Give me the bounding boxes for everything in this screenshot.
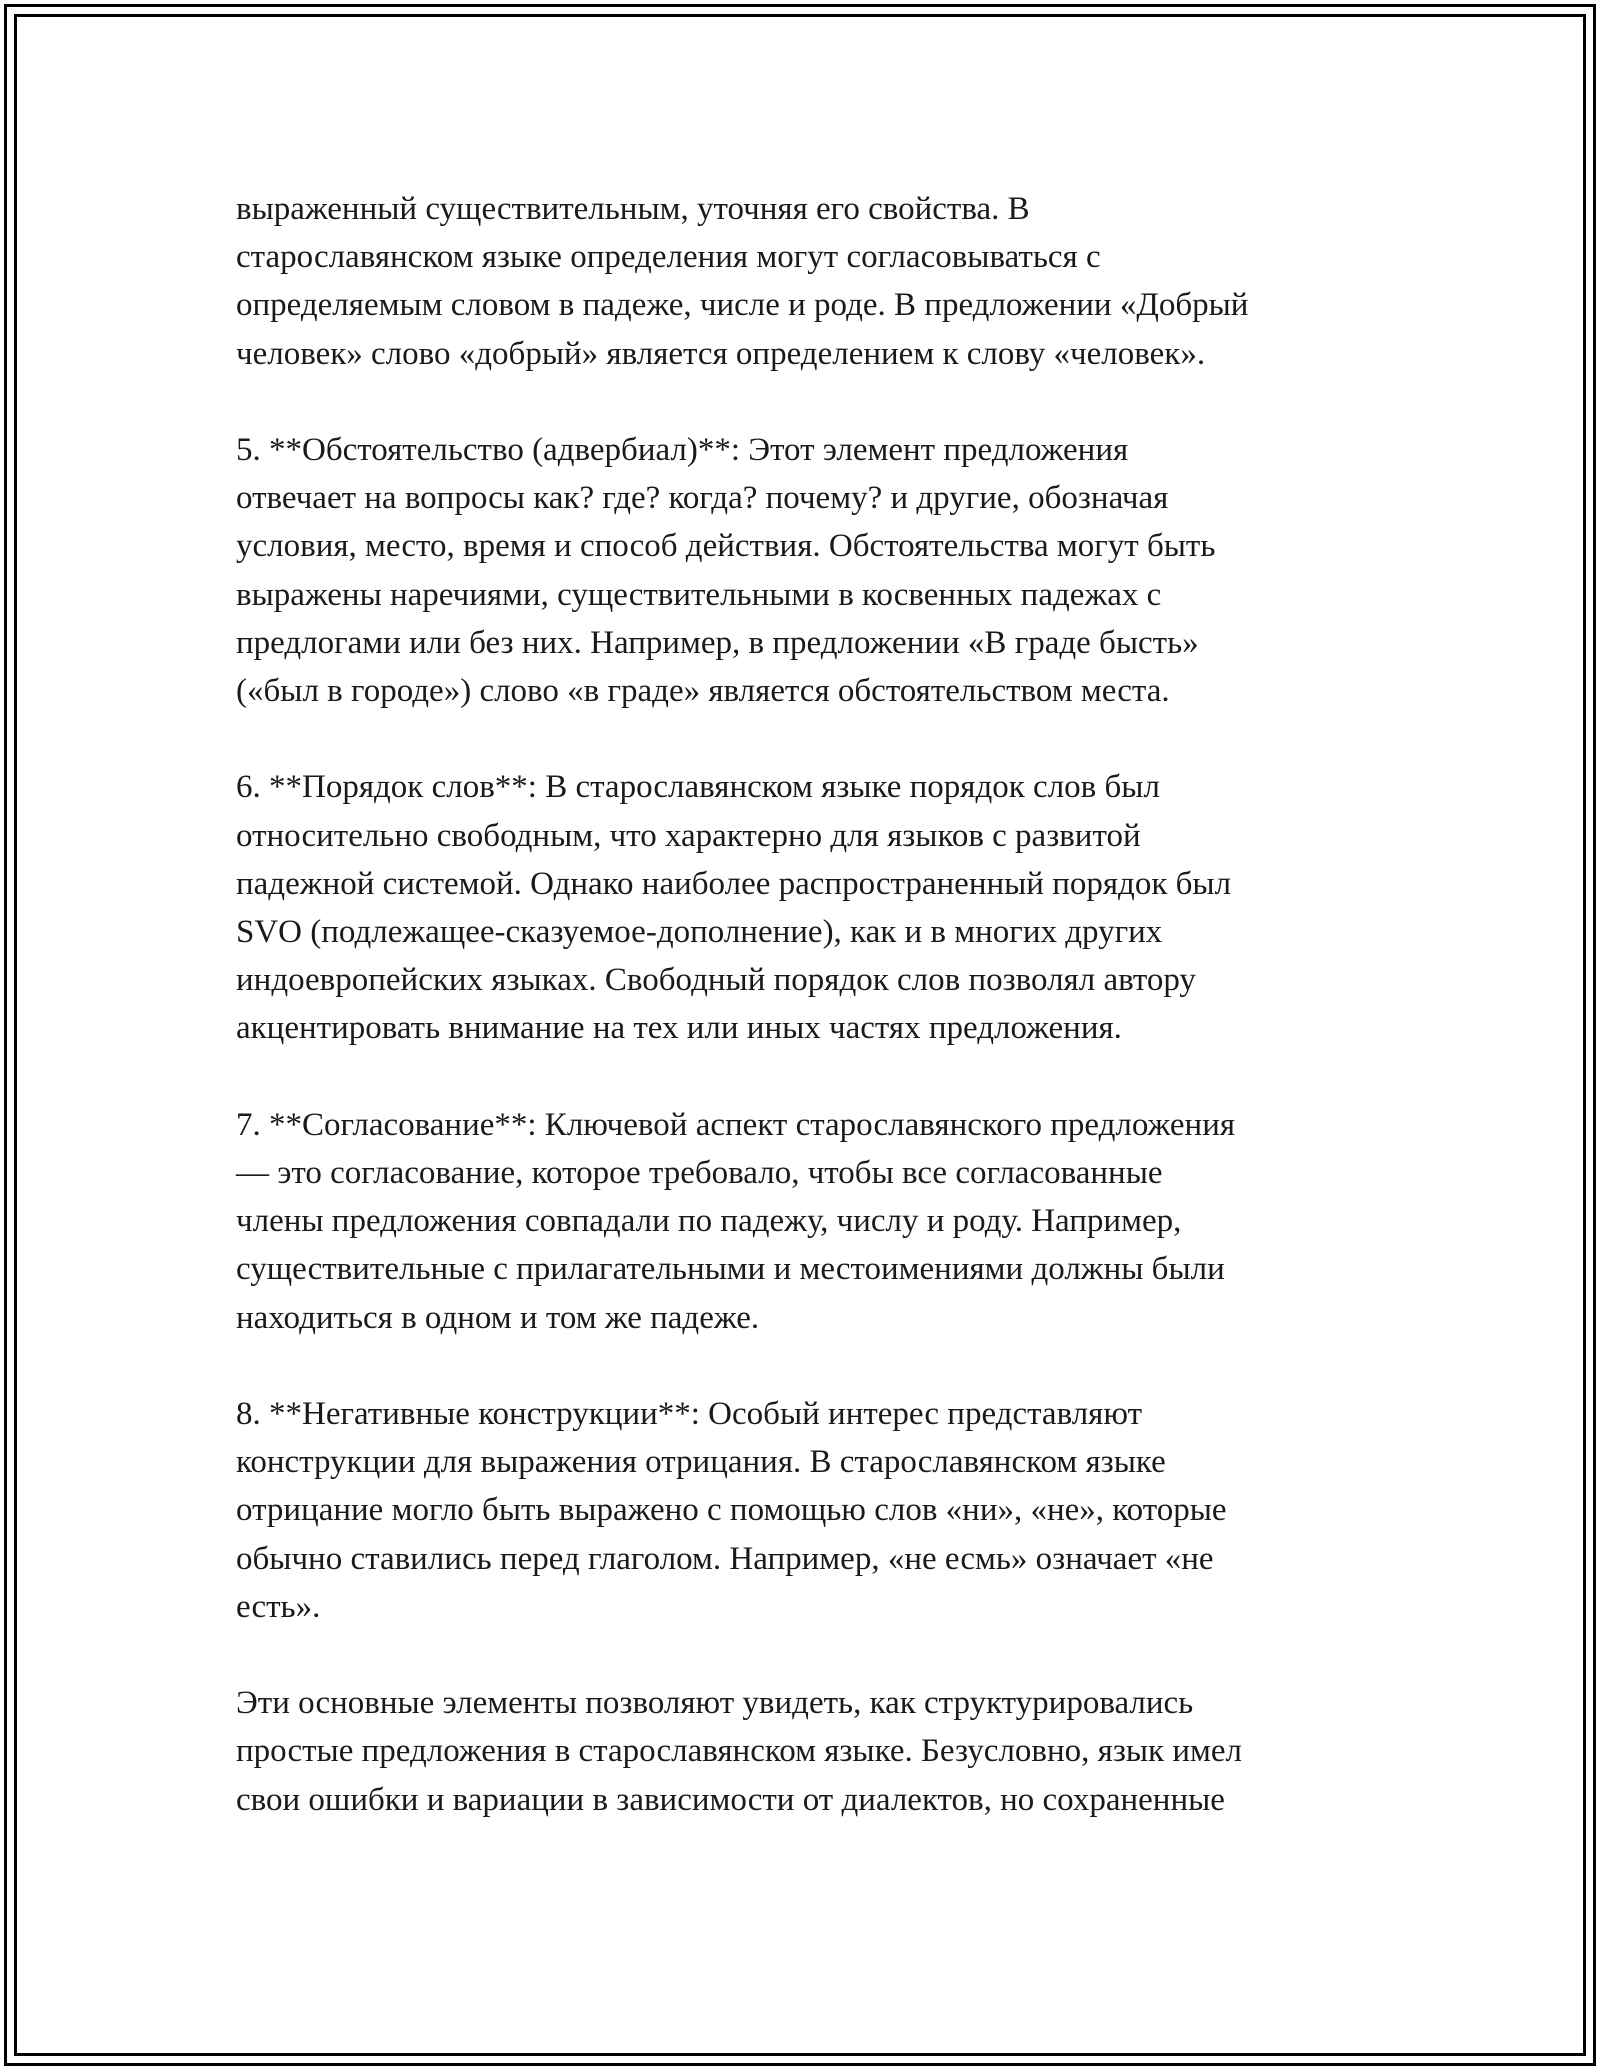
paragraph [236, 185, 1386, 378]
text-line: 7. **Согласование**: Ключевой аспект старославянского предложения [236, 1106, 1236, 1143]
text-line: выражены наречиями, существительными в косвенных падежах с [236, 576, 1162, 613]
text-line: падежной системой. Однако наиболее распространенный порядок был [236, 865, 1232, 902]
paragraph [236, 1101, 1386, 1342]
text-line: человек» слово «добрый» является определением к слову «человек». [236, 335, 1206, 372]
text-line: обычно ставились перед глаголом. Например, «не есмь» означает «не [236, 1540, 1214, 1577]
text-line: 8. **Негативные конструкции**: Особый интерес представляют [236, 1396, 1143, 1433]
paragraph [236, 426, 1386, 715]
text-line: есть». [236, 1588, 321, 1625]
text-line: существительные с прилагательными и местоимениями должны были [236, 1251, 1225, 1288]
text-line: 6. **Порядок слов**: В старославянском языке порядок слов был [236, 769, 1160, 806]
document-body [236, 185, 1386, 1872]
text-line: находиться в одном и том же падеже. [236, 1299, 760, 1336]
text-line: Эти основные элементы позволяют увидеть, как структурировались [236, 1685, 1194, 1722]
text-line: — это согласование, которое требовало, чтобы все согласованные [236, 1155, 1163, 1192]
text-line: простые предложения в старославянском языке. Безусловно, язык имел [236, 1733, 1242, 1770]
text-line: конструкции для выражения отрицания. В старославянском языке [236, 1444, 1166, 1481]
text-line: предлогами или без них. Например, в предложении «В граде бысть» [236, 624, 1199, 661]
text-line: акцентировать внимание на тех или иных частях предложения. [236, 1010, 1122, 1047]
text-line: условия, место, время и способ действия. Обстоятельства могут быть [236, 528, 1216, 565]
text-line: («был в городе») слово «в граде» является обстоятельством места. [236, 673, 1170, 710]
paragraph [236, 1390, 1386, 1631]
paragraph [236, 763, 1386, 1052]
paragraph [236, 1679, 1386, 1824]
text-line: относительно свободным, что характерно для языков с развитой [236, 817, 1141, 854]
text-line: индоевропейских языках. Свободный порядок слов позволял автору [236, 962, 1196, 999]
text-line: старославянском языке определения могут согласовываться с [236, 239, 1101, 276]
text-line: выраженный существительным, уточняя его свойства. В [236, 191, 1030, 227]
text-line: SVO (подлежащее-сказуемое-дополнение), как и в многих других [236, 914, 1163, 951]
text-line: определяемым словом в падеже, числе и роде. В предложении «Добрый [236, 287, 1249, 324]
text-line: 5. **Обстоятельство (адвербиал)**: Этот элемент предложения [236, 432, 1129, 468]
text-line: отрицание могло быть выражено с помощью слов «ни», «не», которые [236, 1492, 1227, 1529]
text-line: члены предложения совпадали по падежу, числу и роду. Например, [236, 1203, 1182, 1240]
text-line: свои ошибки и вариации в зависимости от диалектов, но сохраненные [236, 1781, 1225, 1818]
text-line: отвечает на вопросы как? где? когда? почему? и другие, обозначая [236, 480, 1169, 517]
